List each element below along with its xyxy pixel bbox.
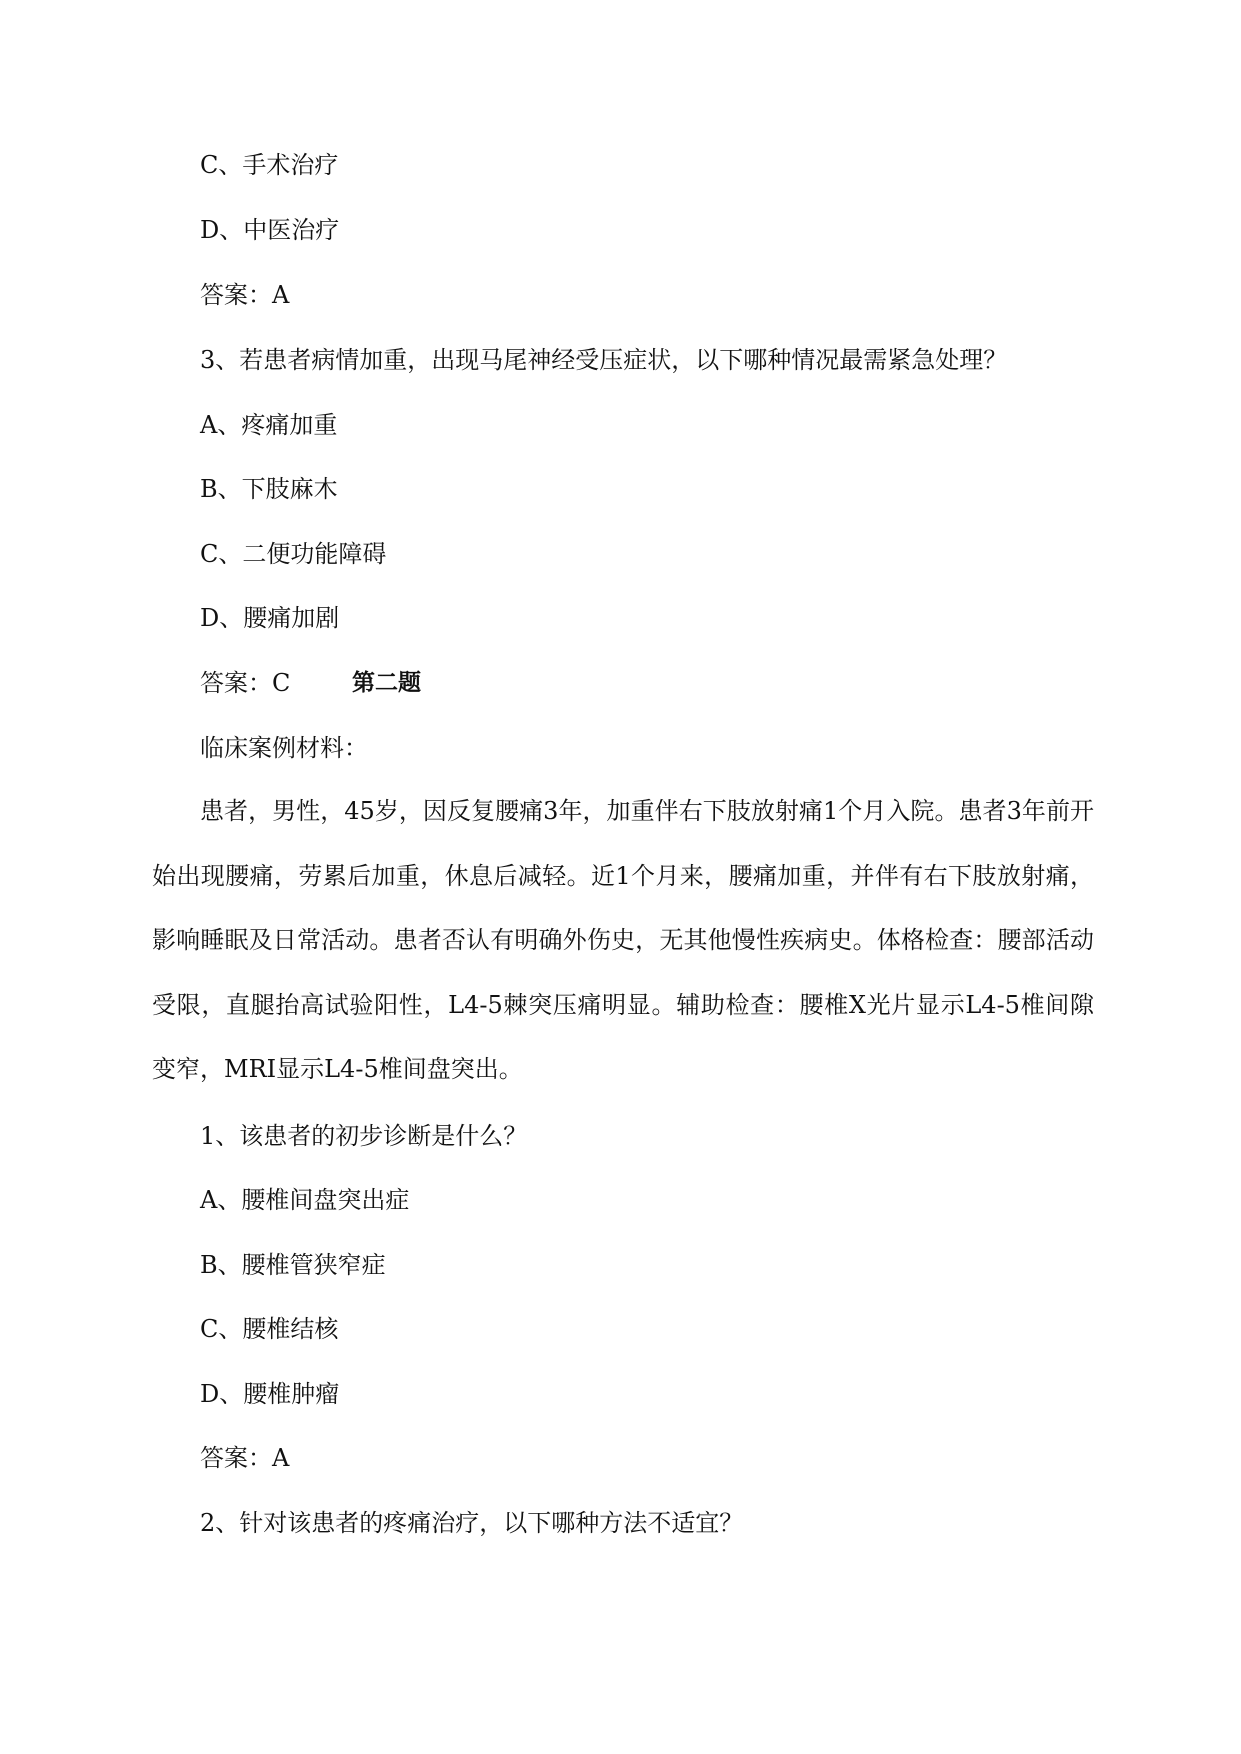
section-heading: 第二题 <box>352 670 421 696</box>
answer: 答案：A <box>200 281 290 309</box>
question-1-stem: 1、该患者的初步诊断是什么？ <box>200 1122 528 1150</box>
question-1-answer: 答案：A <box>200 1444 290 1472</box>
question-3-option-c: C、二便功能障碍 <box>200 540 387 568</box>
question-3-answer: 答案：C <box>200 669 291 697</box>
question-3-option-d: D、腰痛加剧 <box>200 604 340 632</box>
option-c: C、手术治疗 <box>200 151 339 179</box>
question-3-option-b: B、下肢麻木 <box>200 475 338 503</box>
question-1-option-a: A、腰椎间盘突出症 <box>200 1186 410 1214</box>
question-1-option-d: D、腰椎肿瘤 <box>200 1380 340 1408</box>
question-1-option-b: B、腰椎管狭窄症 <box>200 1251 386 1279</box>
option-d: D、中医治疗 <box>200 216 340 244</box>
question-3-stem: 3、若患者病情加重，出现马尾神经受压症状，以下哪种情况最需紧急处理？ <box>200 346 1008 374</box>
question-2-stem: 2、针对该患者的疼痛治疗，以下哪种方法不适宜？ <box>200 1509 744 1537</box>
case-label: 临床案例材料： <box>200 734 368 762</box>
question-1-option-c: C、腰椎结核 <box>200 1315 339 1343</box>
case-text: 患者，男性，45岁，因反复腰痛3年，加重伴右下肢放射痛1个月入院。患者3年前开始出现腰痛，劳累后加重，休息后减轻。近1个月来，腰痛加重，并伴有右下肢放射痛，影响睡眠及日常活动。患者否认有明确外伤史，无其他慢性疾病史。体格检查：腰部活动受限，直腿抬高试验阳性，L4-5棘突压痛明显。辅助检查：腰椎X光片显示L4-5椎间隙变窄，MRI显示L4-5椎间盘突出。 <box>152 797 1094 1083</box>
question-3-option-a: A、疼痛加重 <box>200 411 338 439</box>
